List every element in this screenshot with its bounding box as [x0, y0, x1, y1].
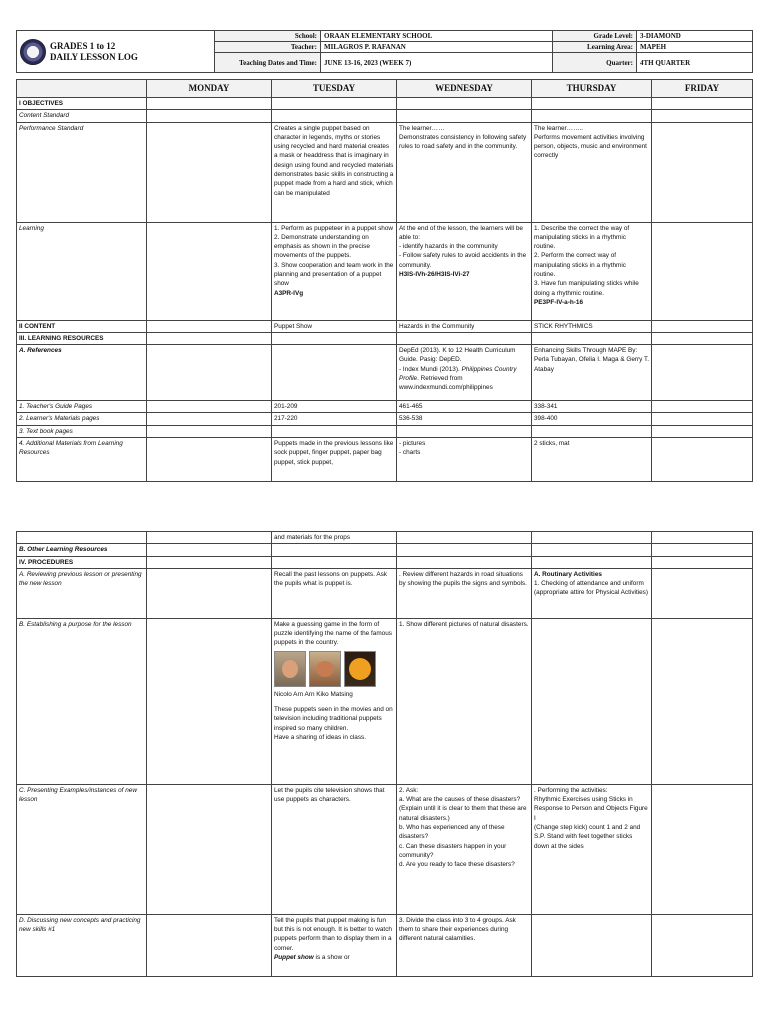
examples-thursday: . Performing the activities: Rhythmic Exercises using Sticks in Response to Person and Objects Figure I (Change step kick) count 1 and 2 and S.P. Stand with feet together sticks down at the sides [532, 784, 652, 914]
ps-thursday: The learner…….. Performs movement activities involving person, objects, music and environment correctly [532, 122, 652, 222]
table-row [17, 914, 753, 976]
learning-label: Learning [17, 222, 147, 320]
lesson-log-table-2 [16, 531, 752, 977]
ps-tuesday: Creates a single puppet based on character in legends, myths or stories using recycled and hard material creates a mask or headdress that is imaginary in design using found and recycled materials demonstrates basic skills in constructing a puppet made from a hard and stick, which can be manipulated [272, 122, 397, 222]
table-row [17, 618, 753, 784]
lm-tuesday: 217-220 [272, 413, 397, 425]
lc-wednesday: At the end of the lesson, the learners will be able to: - identify hazards in the community - Follow safety rules to avoid accidents in the community. [399, 224, 527, 269]
school-value: ORAAN ELEMENTARY SCHOOL [321, 31, 553, 42]
ps-wednesday: The learner…… Demonstrates consistency in following safety rules to road safety and in the community. [397, 122, 532, 222]
day-thursday: THURSDAY [532, 80, 652, 98]
tg-tuesday: 201-209 [272, 401, 397, 413]
review-wednesday: . Review different hazards in road situations by showing the pupils the signs and symbols. [397, 568, 532, 618]
lesson-log-header [16, 30, 752, 73]
table-row [17, 532, 753, 544]
procedures-label: IV. PROCEDURES [17, 556, 147, 568]
examples-label: C. Presenting Examples/instances of new lesson [17, 784, 147, 914]
disc-tue-bold: Puppet show [274, 953, 314, 961]
dates-value: JUNE 13-16, 2023 (WEEK 7) [321, 53, 553, 73]
review-tuesday: Recall the past lessons on puppets. Ask the pupils what is puppet is. [272, 568, 397, 618]
ref-wed-text1: DepEd (2013). K to 12 Health Curriculum Guide. Pasig: DepED. - Index Mundi (2013). [399, 347, 516, 373]
header-logo-cell [17, 31, 215, 73]
teacher-label: Teacher: [215, 42, 321, 53]
textbook-label: 3. Text book pages [17, 425, 147, 437]
table-row [17, 98, 753, 110]
lc-thursday-code: PE3PF-IV-a-h-16 [534, 298, 584, 306]
day-tuesday: TUESDAY [272, 80, 397, 98]
content-thursday: STICK RHYTHMICS [532, 320, 652, 332]
review-label: A. Reviewing previous lesson or presenting the new lesson [17, 568, 147, 618]
purpose-tuesday: Make a guessing game in the form of puzzle identifying the name of the famous puppets in the country. [274, 620, 392, 647]
grade-label: Grade Level: [553, 31, 637, 42]
puppet-names: Nicolo Arn Arn Kiko Matsing [274, 690, 353, 698]
disc-tue-text: Tell the pupils that puppet making is fun but this is not enough. It is better to watch puppets perform than to display them in a corner. [274, 916, 392, 952]
ref-wed-text2: . Retrieved from www.indexmundi.com/philippines [399, 375, 493, 392]
lc-thursday: 1. Describe the correct the way of manipulating sticks in a rhythmic routine. 2. Perform the correct way of manipulating sticks in a rhythmic routine. 3. Have fun manipulating sticks while doing a rhythmic routine. [534, 224, 639, 297]
tg-wednesday: 461-465 [397, 401, 532, 413]
teacher-value: MILAGROS P. RAFANAN [321, 42, 553, 53]
puppet-picture-kiko-matsing [344, 651, 376, 687]
cont-tuesday: and materials for the props [272, 532, 397, 544]
table-row [17, 110, 753, 122]
table-row [17, 122, 753, 222]
area-value: MAPEH [637, 42, 753, 53]
examples-tuesday: Let the pupils cite television shows that use puppets as characters. [272, 784, 397, 914]
references-label: A. References [17, 345, 147, 401]
table-row [17, 413, 753, 425]
lm-label: 2. Learner's Materials pages [17, 413, 147, 425]
quarter-value: 4TH QUARTER [637, 53, 753, 73]
purpose-wednesday: 1. Show different pictures of natural disasters. [397, 618, 532, 784]
discussing-label: D. Discussing new concepts and practicing new skills #1 [17, 914, 147, 976]
lesson-log-table-1 [16, 79, 752, 482]
ref-wednesday [397, 345, 532, 401]
content-standard-label: Content Standard [17, 110, 147, 122]
table-row [17, 345, 753, 401]
day-header-row [17, 80, 753, 98]
other-resources-label: B. Other Learning Resources [17, 544, 147, 556]
table-row [17, 438, 753, 482]
content-tuesday: Puppet Show [272, 320, 397, 332]
discussing-tuesday [272, 914, 397, 976]
lm-thursday: 398-400 [532, 413, 652, 425]
table-row [17, 320, 753, 332]
add-tuesday: Puppets made in the previous lessons like sock puppet, finger puppet, paper bag puppet, stick puppet, [272, 438, 397, 482]
title-line2: DAILY LESSON LOG [50, 51, 138, 62]
lc-tuesday: 1. Perform as puppeteer in a puppet show 2. Demonstrate understanding on emphasis as shown in the precise movements of the puppets. 3. Show cooperation and team work in the planning and presentation of a puppet show [274, 224, 394, 288]
purpose-label: B. Establishing a purpose for the lesson [17, 618, 147, 784]
table-row [17, 568, 753, 618]
add-thursday: 2 sticks, mat [532, 438, 652, 482]
objectives-label: I OBJECTIVES [17, 98, 147, 110]
purpose-tuesday-2: These puppets seen in the movies and on television including traditional puppets inspired so many children. Have a sharing of ideas in class. [274, 705, 393, 741]
add-wednesday: - pictures - charts [397, 438, 532, 482]
area-label: Learning Area: [553, 42, 637, 53]
table-row [17, 784, 753, 914]
review-thursday: 1. Checking of attendance and uniform (appropriate attire for Physical Activities) [534, 580, 649, 597]
corner-cell [17, 80, 147, 98]
content-label: II CONTENT [17, 320, 147, 332]
ref-thursday: Enhancing Skills Through MAPE By: Perla Tubayan, Ofelia I. Maga & Gerry T. Atabay [532, 345, 652, 401]
lc-tuesday-code: A3PR-IVg [274, 289, 304, 297]
table-row [17, 401, 753, 413]
examples-wednesday: 2. Ask: a. What are the causes of these disasters? (Explain until it is clear to them that these are natural disasters.) b. Who has experienced any of these disasters? c. Can these disasters happen in your community? d. Are you ready to face these disasters? [397, 784, 532, 914]
table-row [17, 332, 753, 344]
school-label: School: [215, 31, 321, 42]
lc-wednesday-code: H3IS-IVh-26/H3IS-IVi-27 [399, 271, 470, 279]
puppet-pictures [274, 651, 394, 687]
quarter-label: Quarter: [553, 53, 637, 73]
table-row [17, 222, 753, 320]
review-thursday-heading: A. Routinary Activities [534, 570, 602, 578]
tg-thursday: 338-341 [532, 401, 652, 413]
performance-standard-label: Performance Standard [17, 122, 147, 222]
tg-label: 1. Teacher's Guide Pages [17, 401, 147, 413]
day-friday: FRIDAY [652, 80, 753, 98]
ref-wed-italic: Philippines Country Profile [399, 365, 517, 383]
table-row [17, 544, 753, 556]
day-wednesday: WEDNESDAY [397, 80, 532, 98]
puppet-picture-nicolo [274, 651, 306, 687]
dates-label: Teaching Dates and Time: [215, 53, 321, 73]
resources-label: III. LEARNING RESOURCES [17, 332, 147, 344]
lm-wednesday: 536-538 [397, 413, 532, 425]
deped-seal-icon [20, 39, 46, 65]
title-line1: GRADES 1 to 12 [50, 41, 116, 52]
day-monday: MONDAY [147, 80, 272, 98]
table-row [17, 425, 753, 437]
disc-tue-text2: is a show or [313, 953, 350, 961]
grade-value: 3-DIAMOND [637, 31, 753, 42]
content-wednesday: Hazards in the Community [397, 320, 532, 332]
additional-label: 4. Additional Materials from Learning Resources [17, 438, 147, 482]
table-row [17, 556, 753, 568]
discussing-wednesday: 3. Divide the class into 3 to 4 groups. Ask them to share their experiences during different natural calamities. [397, 914, 532, 976]
puppet-picture-arn-arn [309, 651, 341, 687]
